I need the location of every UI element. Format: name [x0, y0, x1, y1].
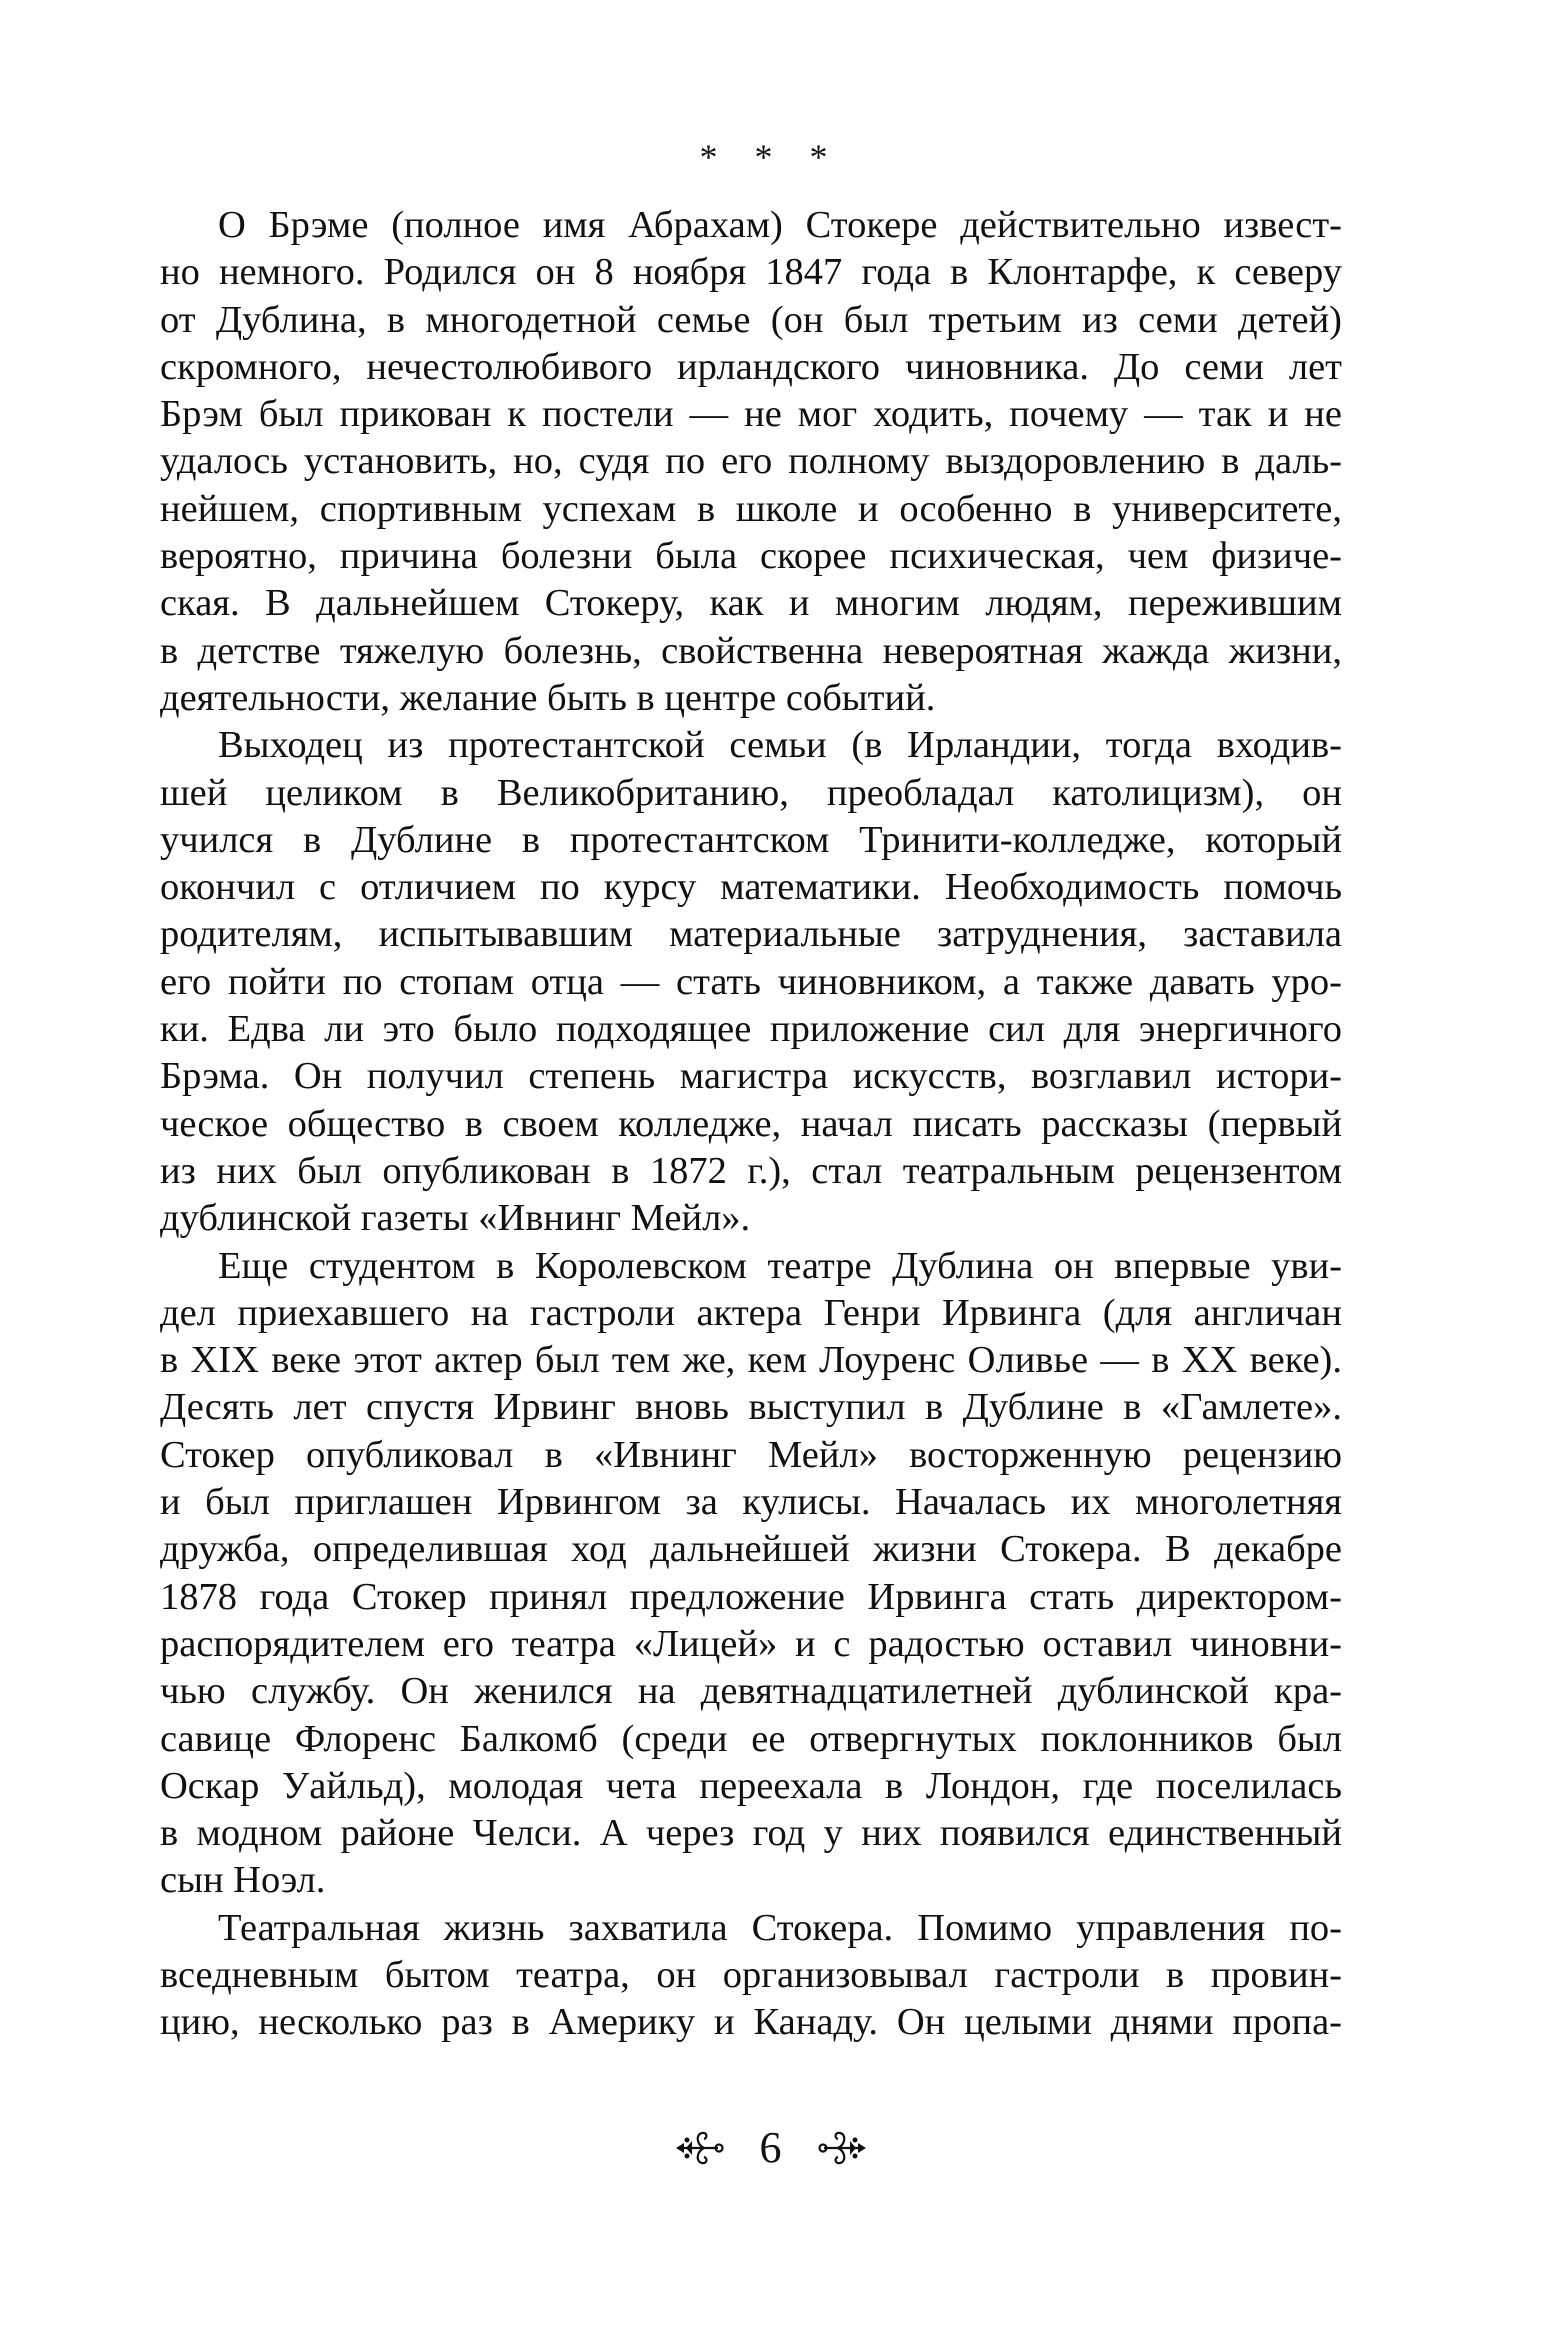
text-line: от Дублина, в многодетной семье (он был третьим из семи детей): [160, 298, 1342, 341]
text-line: и был приглашен Ирвингом за кулисы. Началась их многолетняя: [160, 1481, 1342, 1524]
text-line: Десять лет спустя Ирвинг вновь выступил в Дублине в «Гамлете».: [160, 1386, 1342, 1429]
text-line: ская. В дальнейшем Стокеру, как и многим людям, пережившим: [160, 582, 1342, 625]
text-line: Брэма. Он получил степень магистра искусств, возглавил истори-: [160, 1055, 1342, 1098]
text-line: цию, несколько раз в Америку и Канаду. Он целыми днями пропа-: [160, 2001, 1342, 2044]
text-line: но немного. Родился он 8 ноября 1847 года в Клонтарфе, к северу: [160, 251, 1342, 294]
text-line: чью службу. Он женился на девятнадцатилетней дублинской кра-: [160, 1670, 1342, 1713]
paragraph: [160, 202, 1342, 722]
section-separator: * * *: [699, 137, 842, 177]
text-line: Выходец из протестантской семьи (в Ирландии, тогда входив-: [218, 724, 1342, 767]
text-line: в XIX веке этот актер был тем же, кем Лоуренс Оливье — в XX веке).: [160, 1339, 1342, 1382]
text-line: окончил с отличием по курсу математики. Необходимость помочь: [160, 866, 1342, 909]
text-line: Еще студентом в Королевском театре Дублина он впервые уви-: [218, 1244, 1342, 1287]
text-line: удалось установить, но, судя по его полному выздоровлению в даль-: [160, 440, 1342, 483]
text-line: в детстве тяжелую болезнь, свойственна невероятная жажда жизни,: [160, 629, 1342, 672]
text-line: сын Ноэл.: [160, 1859, 326, 1902]
text-line: Театральная жизнь захватила Стокера. Помимо управления по-: [218, 1906, 1342, 1949]
text-line: скромного, нечестолюбивого ирландского чиновника. До семи лет: [160, 345, 1342, 388]
text-line: дел приехавшего на гастроли актера Генри Ирвинга (для англичан: [160, 1291, 1342, 1334]
text-line: О Брэме (полное имя Абрахам) Стокере действительно извест-: [218, 204, 1342, 246]
text-line: Брэм был прикован к постели — не мог ходить, почему — так и не: [160, 393, 1342, 436]
text-line: распорядителем его театра «Лицей» и с радостью оставил чиновни-: [160, 1622, 1342, 1665]
fleuron-right-icon: [818, 2128, 868, 2168]
text-line: в модном районе Челси. А через год у них появился единственный: [160, 1812, 1342, 1855]
text-line: шей целиком в Великобританию, преобладал католицизм), он: [160, 771, 1342, 814]
text-line: вероятно, причина болезни была скорее психическая, чем физиче-: [160, 535, 1342, 578]
text-line: из них был опубликован в 1872 г.), стал театральным рецензентом: [160, 1149, 1342, 1192]
paragraph: [160, 1243, 1342, 1905]
text-line: дружба, определившая ход дальнейшей жизни Стокера. В декабре: [160, 1528, 1342, 1571]
page-number: 6: [759, 2123, 782, 2172]
fleuron-left-icon: [674, 2128, 724, 2168]
paragraph: [160, 722, 1342, 1242]
text-line: Оскар Уайльд), молодая чета переехала в Лондон, где поселилась: [160, 1764, 1342, 1807]
paragraph: [160, 1905, 1342, 2047]
text-line: вседневным бытом театра, он организовывал гастроли в провин-: [160, 1953, 1342, 1996]
text-line: нейшем, спортивным успехам в школе и особенно в университете,: [160, 487, 1342, 530]
text-line: ки. Едва ли это было подходящее приложение сил для энергичного: [160, 1008, 1342, 1051]
body-text: [160, 202, 1342, 2047]
text-line: савице Флоренс Балкомб (среди ее отвергнутых поклонников был: [160, 1717, 1342, 1760]
text-line: ческое общество в своем колледже, начал писать рассказы (первый: [160, 1102, 1342, 1145]
text-line: родителям, испытывавшим материальные затруднения, заставила: [160, 913, 1342, 956]
text-line: деятельности, желание быть в центре событий.: [160, 676, 936, 719]
text-line: дублинской газеты «Ивнинг Мейл».: [160, 1197, 751, 1240]
text-line: 1878 года Стокер принял предложение Ирвинга стать директором-: [160, 1575, 1342, 1618]
text-line: учился в Дублине в протестантском Тринити-колледже, который: [160, 818, 1342, 861]
text-line: Стокер опубликовал в «Ивнинг Мейл» восторженную рецензию: [160, 1433, 1342, 1476]
text-line: его пойти по стопам отца — стать чиновником, а также давать уро-: [160, 960, 1342, 1003]
page-footer: [0, 2122, 1541, 2173]
